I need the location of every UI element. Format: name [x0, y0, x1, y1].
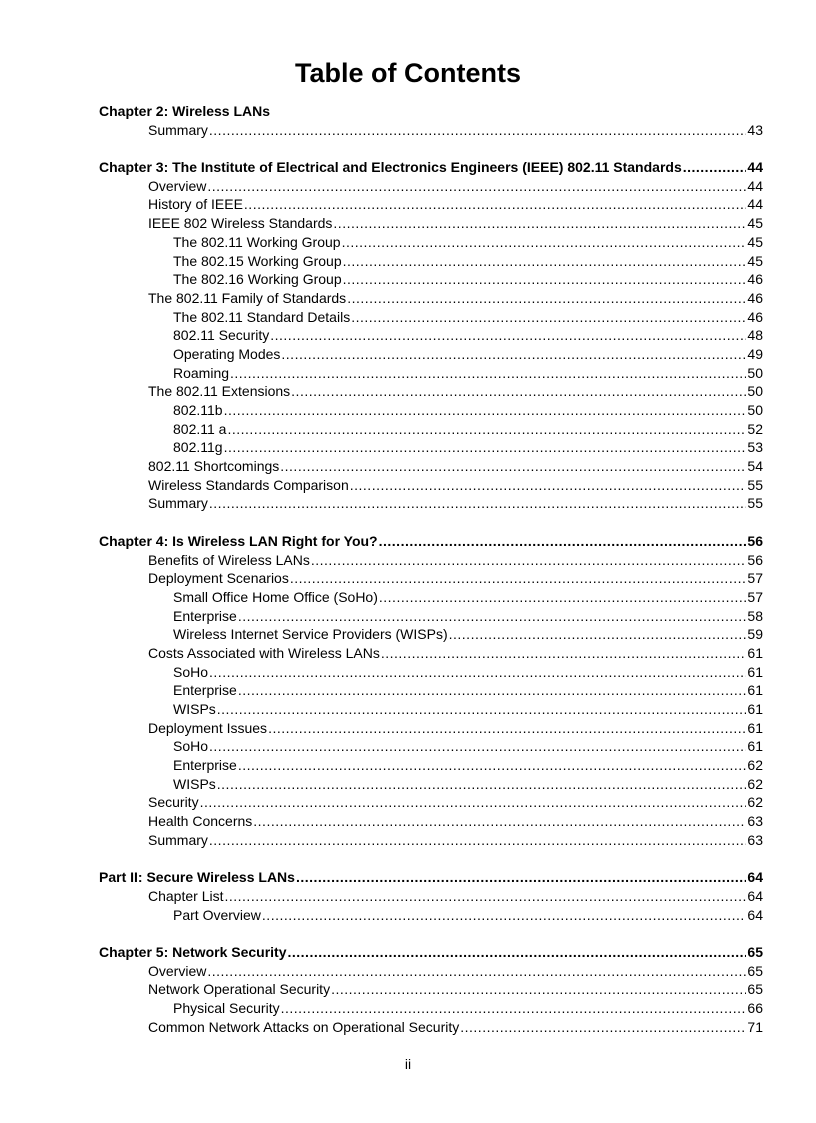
toc-entry[interactable]	[99, 476, 763, 495]
toc-entry[interactable]	[99, 195, 763, 214]
entry-title: Enterprise	[173, 682, 237, 699]
entry-page-number: 45	[747, 252, 763, 269]
dot-leader	[333, 214, 746, 233]
toc-entry[interactable]	[99, 737, 763, 756]
toc-entry[interactable]	[99, 588, 763, 607]
dot-leader	[244, 195, 747, 214]
toc-entry[interactable]	[99, 457, 763, 476]
dot-leader	[207, 962, 746, 981]
toc-entry[interactable]	[99, 326, 763, 345]
dot-leader	[281, 999, 747, 1018]
dot-leader	[238, 756, 747, 775]
entry-title: The 802.16 Working Group	[173, 271, 342, 288]
dot-leader	[230, 364, 746, 383]
entry-page-number: 61	[747, 719, 763, 736]
toc-entry[interactable]	[99, 382, 763, 401]
chapter-title: Chapter 5: Network Security	[99, 943, 287, 960]
entry-page-number: 55	[747, 476, 763, 493]
entry-title: The 802.11 Extensions	[148, 383, 291, 400]
toc-entry[interactable]	[99, 1018, 763, 1037]
entry-page-number: 57	[747, 570, 763, 587]
dot-leader	[280, 457, 746, 476]
page-title: Table of Contents	[295, 58, 521, 88]
dot-leader	[207, 177, 746, 196]
entry-page-number: 63	[747, 813, 763, 830]
toc-entry[interactable]	[99, 644, 763, 663]
toc-entry[interactable]	[99, 831, 763, 850]
toc-chapter-heading[interactable]	[99, 102, 763, 121]
chapter-page-number: 64	[747, 869, 763, 886]
entry-page-number: 63	[747, 831, 763, 848]
toc-entry[interactable]	[99, 420, 763, 439]
entry-page-number: 55	[747, 495, 763, 512]
entry-page-number: 54	[747, 458, 763, 475]
entry-title: Security	[148, 794, 199, 811]
entry-page-number: 64	[747, 887, 763, 904]
toc-chapter-heading[interactable]	[99, 868, 763, 887]
entry-title: Summary	[148, 495, 208, 512]
entry-page-number: 45	[747, 233, 763, 250]
dot-leader	[347, 289, 746, 308]
entry-page-number: 50	[747, 402, 763, 418]
dot-leader	[253, 812, 746, 831]
dot-leader	[209, 663, 746, 682]
entry-page-number: 61	[747, 644, 763, 661]
entry-title: Overview	[148, 177, 207, 194]
toc-entry[interactable]	[99, 289, 763, 308]
dot-leader	[217, 700, 747, 719]
chapter-title: Chapter 3: The Institute of Electrical and Electronics Engineers (IEEE) 802.11 Standards	[99, 159, 682, 176]
dot-leader	[460, 1018, 746, 1037]
toc-entry[interactable]	[99, 214, 763, 233]
dot-leader	[343, 252, 747, 271]
toc-entry[interactable]	[99, 906, 763, 925]
entry-page-number: 46	[747, 271, 763, 288]
toc-entry[interactable]	[99, 401, 763, 420]
toc-entry[interactable]	[99, 551, 763, 570]
toc-chapter-heading[interactable]	[99, 532, 763, 551]
entry-page-number: 50	[747, 383, 763, 400]
entry-title: The 802.15 Working Group	[173, 252, 342, 269]
entry-page-number: 62	[747, 775, 763, 792]
dot-leader	[224, 401, 747, 420]
chapter-page-number: 56	[747, 532, 763, 549]
dot-leader	[224, 887, 746, 906]
toc-entry[interactable]	[99, 887, 763, 906]
entry-title: The 802.11 Standard Details	[173, 308, 351, 325]
entry-page-number: 48	[747, 327, 763, 344]
dot-leader	[379, 532, 747, 551]
toc-entry[interactable]	[99, 345, 763, 364]
entry-title: Chapter List	[148, 887, 224, 904]
entry-page-number: 46	[747, 289, 763, 306]
dot-leader	[351, 308, 746, 327]
entry-title: Roaming	[173, 364, 230, 381]
entry-page-number: 62	[747, 794, 763, 811]
toc-entry[interactable]	[99, 812, 763, 831]
entry-page-number: 61	[747, 663, 763, 680]
dot-leader	[268, 719, 746, 738]
page-number: ii	[404, 1056, 412, 1072]
section-spacer	[99, 924, 763, 943]
entry-title: Enterprise	[173, 757, 237, 774]
dot-leader	[262, 906, 747, 925]
entry-page-number: 66	[747, 1000, 763, 1016]
entry-page-number: 65	[747, 962, 763, 979]
dot-leader	[683, 158, 747, 177]
section-spacer	[99, 850, 763, 869]
dot-leader	[209, 494, 747, 513]
dot-leader	[350, 476, 747, 495]
toc-entry[interactable]	[99, 999, 763, 1018]
entry-title: Small Office Home Office (SoHo)	[173, 588, 378, 605]
toc-entry[interactable]	[99, 438, 763, 457]
entry-page-number: 61	[747, 738, 763, 755]
chapter-page-number: 44	[747, 159, 763, 176]
dot-leader	[288, 943, 747, 962]
dot-leader	[291, 382, 746, 401]
entry-title: Summary	[148, 831, 208, 848]
toc-entry[interactable]	[99, 177, 763, 196]
dot-leader	[217, 775, 747, 794]
entry-title: 802.11 Security	[173, 327, 270, 344]
entry-title: Health Concerns	[148, 813, 253, 830]
chapter-page-number: 65	[747, 943, 763, 960]
toc-entry[interactable]	[99, 607, 763, 626]
dot-leader	[270, 326, 746, 345]
section-spacer	[99, 139, 763, 158]
entry-page-number: 65	[747, 981, 763, 998]
dot-leader	[281, 345, 746, 364]
dot-leader	[290, 569, 747, 588]
entry-page-number: 44	[747, 196, 763, 213]
dot-leader	[238, 607, 747, 626]
entry-page-number: 45	[747, 215, 763, 232]
toc-entry[interactable]	[99, 364, 763, 383]
entry-title: Wireless Internet Service Providers (WISPs)	[173, 626, 448, 643]
toc-entry[interactable]	[99, 121, 763, 140]
entry-title: SoHo	[173, 738, 209, 755]
entry-title: Deployment Issues	[148, 719, 268, 736]
toc-entry[interactable]	[99, 793, 763, 812]
entry-page-number: 53	[747, 439, 763, 456]
entry-title: 802.11b	[173, 402, 223, 418]
entry-page-number: 64	[747, 906, 763, 923]
entry-title: WISPs	[173, 701, 216, 717]
toc-entry[interactable]	[99, 719, 763, 738]
entry-title: Physical Security	[173, 1000, 280, 1016]
dot-leader	[209, 831, 747, 850]
dot-leader	[209, 737, 746, 756]
dot-leader	[342, 233, 747, 252]
entry-page-number: 46	[747, 308, 763, 325]
entry-title: Wireless Standards Comparison	[148, 476, 349, 493]
entry-page-number: 56	[747, 551, 763, 568]
entry-title: Benefits of Wireless LANs	[148, 551, 310, 568]
toc-entry[interactable]	[99, 980, 763, 999]
entry-title: Common Network Attacks on Operational Security	[148, 1018, 460, 1035]
dot-leader	[379, 588, 747, 607]
entry-title: Enterprise	[173, 607, 237, 624]
entry-page-number: 59	[747, 626, 763, 643]
entry-title: Part Overview	[173, 906, 261, 923]
toc-entry[interactable]	[99, 308, 763, 327]
dot-leader	[227, 420, 746, 439]
entry-page-number: 43	[747, 121, 763, 138]
entry-page-number: 44	[747, 177, 763, 194]
entry-title: SoHo	[173, 663, 209, 680]
toc-entry[interactable]	[99, 663, 763, 682]
entry-title: 802.11 Shortcomings	[148, 458, 280, 475]
dot-leader	[200, 793, 747, 812]
entry-title: Operating Modes	[173, 345, 281, 362]
chapter-title: Chapter 4: Is Wireless LAN Right for You?	[99, 532, 378, 549]
entry-page-number: 58	[747, 607, 763, 624]
entry-page-number: 62	[747, 757, 763, 774]
toc-entry[interactable]	[99, 270, 763, 289]
entry-page-number: 61	[747, 701, 763, 717]
entry-page-number: 61	[747, 682, 763, 699]
chapter-title: Chapter 2: Wireless LANs	[99, 103, 271, 119]
toc-entry[interactable]	[99, 756, 763, 775]
entry-title: The 802.11 Family of Standards	[148, 289, 347, 306]
toc-entry[interactable]	[99, 233, 763, 252]
toc-entry[interactable]	[99, 252, 763, 271]
toc-entry[interactable]	[99, 775, 763, 794]
toc-entry[interactable]	[99, 700, 763, 719]
toc-chapter-heading[interactable]	[99, 943, 763, 962]
dot-leader	[381, 644, 747, 663]
dot-leader	[311, 551, 747, 570]
dot-leader	[224, 438, 747, 457]
toc-entry[interactable]	[99, 494, 763, 513]
entry-page-number: 49	[747, 345, 763, 362]
table-of-contents	[99, 102, 763, 1036]
entry-title: Costs Associated with Wireless LANs	[148, 644, 380, 661]
entry-title: 802.11 a	[173, 420, 227, 437]
entry-page-number: 71	[747, 1018, 763, 1035]
chapter-title: Part II: Secure Wireless LANs	[99, 869, 295, 886]
entry-title: Network Operational Security	[148, 981, 331, 998]
entry-page-number: 52	[747, 420, 763, 437]
entry-title: Summary	[148, 121, 208, 138]
entry-title: IEEE 802 Wireless Standards	[148, 215, 333, 232]
toc-entry[interactable]	[99, 962, 763, 981]
dot-leader	[296, 868, 746, 887]
dot-leader	[238, 681, 747, 700]
entry-page-number: 50	[747, 364, 763, 381]
toc-chapter-heading[interactable]	[99, 158, 763, 177]
entry-title: Overview	[148, 962, 207, 979]
entry-title: Deployment Scenarios	[148, 570, 289, 587]
toc-entry[interactable]	[99, 569, 763, 588]
entry-page-number: 57	[747, 588, 763, 605]
toc-entry[interactable]	[99, 625, 763, 644]
toc-entry[interactable]	[99, 681, 763, 700]
dot-leader	[343, 270, 747, 289]
entry-title: History of IEEE	[148, 196, 243, 213]
dot-leader	[449, 625, 747, 644]
entry-title: The 802.11 Working Group	[173, 233, 341, 250]
dot-leader	[209, 121, 747, 140]
dot-leader	[331, 980, 746, 999]
entry-title: 802.11g	[173, 439, 223, 456]
section-spacer	[99, 513, 763, 532]
entry-title: WISPs	[173, 775, 216, 792]
